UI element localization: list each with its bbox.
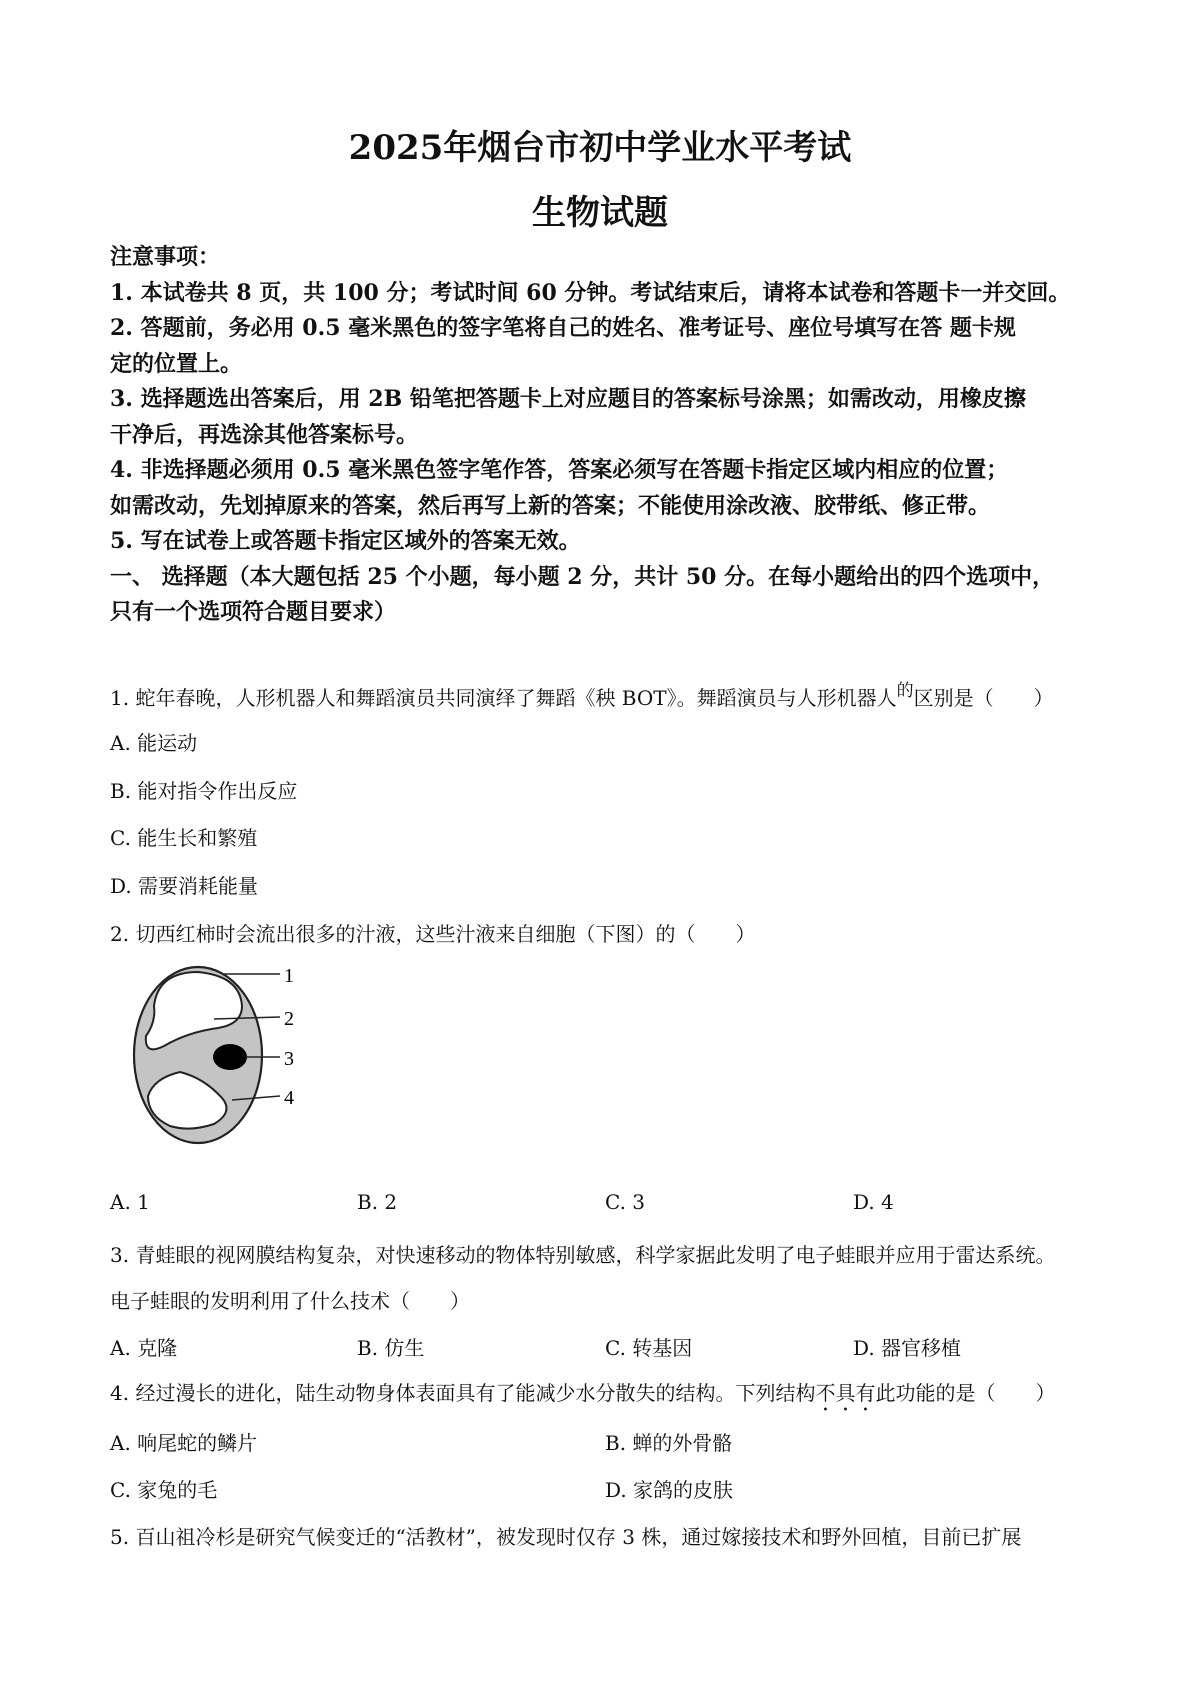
- q2-option-d: D. 4: [853, 1190, 894, 1214]
- q1-option-d: D. 需要消耗能量: [110, 874, 259, 898]
- question-4: [110, 1377, 1055, 1416]
- figure-label-3: 3: [284, 1048, 294, 1070]
- q1-option-a: A. 能运动: [110, 731, 198, 755]
- section-heading-cont: 只有一个选项符合题目要求）: [110, 599, 397, 625]
- notes-line: 3. 选择题选出答案后，用 2B 铅笔把答题卡上对应题目的答案标号涂黑；如需改动，用橡皮擦: [110, 386, 1026, 412]
- question-5-line1: 5. 百山祖冷杉是研究气候变迁的“活教材”，被发现时仅存 3 株，通过嫁接技术和野外回植，目前已扩展: [110, 1525, 1022, 1549]
- q4-option-a: A. 响尾蛇的鳞片: [110, 1431, 258, 1455]
- q4-option-c: C. 家兔的毛: [110, 1478, 218, 1502]
- figure-label-1: 1: [284, 965, 294, 987]
- question-4-text-end: 此功能的是（ ）: [875, 1381, 1056, 1405]
- question-1-sup: 的: [896, 681, 914, 701]
- question-4-text: 4. 经过漫长的进化，陆生动物身体表面具有了能减少水分散失的结构。下列结构: [110, 1381, 816, 1405]
- section-heading: 一、 选择题（本大题包括 25 个小题，每小题 2 分，共计 50 分。在每小题给出的四个选项中，: [110, 563, 1055, 590]
- notes-line: 定的位置上。: [110, 350, 243, 377]
- q3-option-a: A. 克隆: [110, 1336, 178, 1360]
- q4-option-d: D. 家鸽的皮肤: [605, 1478, 734, 1502]
- figure-label-2: 2: [284, 1008, 294, 1030]
- nucleus: [213, 1044, 247, 1070]
- notes-line: 如需改动，先划掉原来的答案，然后再写上新的答案；不能使用涂改液、胶带纸、修正带。: [110, 492, 991, 519]
- notes-line: 1. 本试卷共 8 页，共 100 分；考试时间 60 分钟。考试结束后，请将本试卷和答题卡一并交回。: [110, 279, 1071, 306]
- q3-option-d: D. 器官移植: [853, 1336, 962, 1360]
- notes-line: 4. 非选择题必须用 0.5 毫米黑色签字笔作答，答案必须写在答题卡指定区域内相应的位置；: [110, 457, 1009, 483]
- figure-label-4: 4: [284, 1087, 294, 1109]
- question-3-line2: 电子蛙眼的发明利用了什么技术（ ）: [110, 1289, 470, 1313]
- notes-line: 5. 写在试卷上或答题卡指定区域外的答案无效。: [110, 528, 581, 554]
- question-1: [110, 676, 1054, 711]
- question-1-text: 1. 蛇年春晚，人形机器人和舞蹈演员共同演绎了舞蹈《秧 BOT》。舞蹈演员与人形机器人: [110, 686, 897, 710]
- exam-title: 2025年烟台市初中学业水平考试: [348, 128, 852, 168]
- question-1-text-end: 区别是（ ）: [913, 686, 1054, 710]
- q2-option-a: A. 1: [110, 1190, 150, 1214]
- plant-cell-diagram: [128, 962, 338, 1152]
- q3-option-c: C. 转基因: [605, 1336, 693, 1360]
- notes-heading: 注意事项：: [110, 244, 221, 270]
- exam-subtitle: 生物试题: [532, 193, 668, 233]
- q2-option-c: C. 3: [605, 1190, 646, 1214]
- question-2: 2. 切西红柿时会流出很多的汁液，这些汁液来自细胞（下图）的（ ）: [110, 922, 756, 946]
- notes-line: 干净后，再选涂其他答案标号。: [110, 421, 419, 448]
- notes-section: [110, 240, 1100, 631]
- q1-option-b: B. 能对指令作出反应: [110, 779, 298, 803]
- question-3-line1: 3. 青蛙眼的视网膜结构复杂，对快速移动的物体特别敏感，科学家据此发明了电子蛙眼并应用于雷达系统。: [110, 1243, 1056, 1267]
- question-4-emphasis: 不具有: [815, 1381, 876, 1405]
- q4-option-b: B. 蝉的外骨骼: [605, 1431, 733, 1455]
- q3-option-b: B. 仿生: [357, 1336, 425, 1360]
- q2-option-b: B. 2: [357, 1190, 398, 1214]
- notes-line: 2. 答题前，务必用 0.5 毫米黑色的签字笔将自己的姓名、准考证号、座位号填写在答 题卡规: [110, 315, 1016, 341]
- q1-option-c: C. 能生长和繁殖: [110, 826, 258, 850]
